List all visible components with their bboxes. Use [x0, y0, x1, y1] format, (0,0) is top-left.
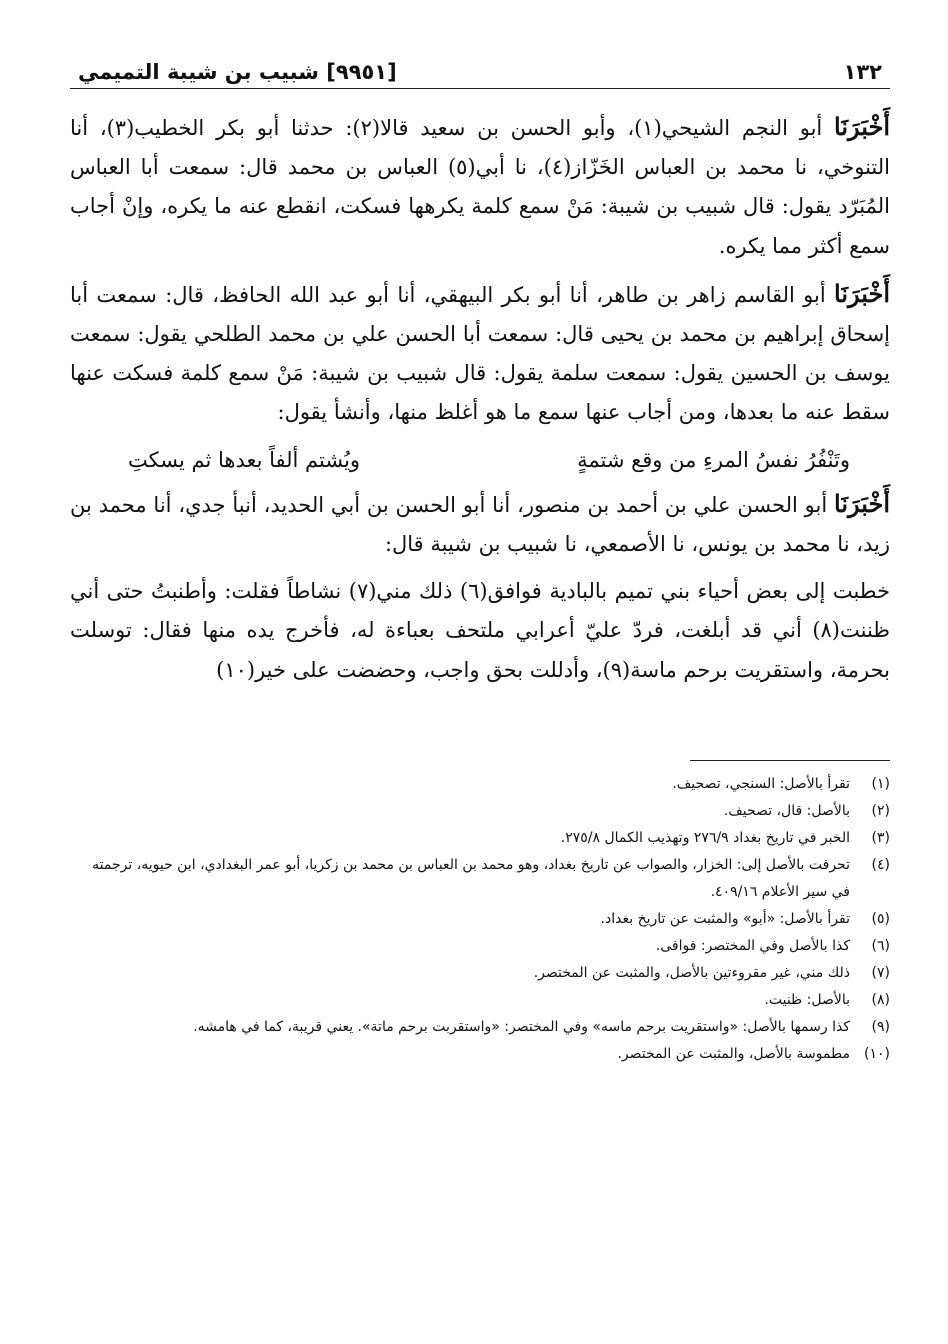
paragraph-text: أبو النجم الشيحي(١)، وأبو الحسن بن سعيد قالا(٢): حدثنا أبو بكر الخطيب(٣)، أنا التنوخي، نا محمد بن العباس الخَزّاز(٤)، نا أبي(٥) العباس بن محمد قال: سمعت أبا العباس المُبَرّد يقول: قال شبيب بن شيبة: مَنْ سمع كلمة يكرهها فسكت، انقطع عنه ما يكره، وإنْ أجاب سمع أكثر مما يكره.	[70, 116, 890, 258]
footnote	[70, 960, 890, 987]
footnote	[70, 933, 890, 960]
footnote	[70, 852, 890, 906]
footnote-separator	[690, 760, 890, 761]
footnote	[70, 798, 890, 825]
paragraph	[70, 107, 890, 266]
paragraph-lead: أَخْبَرَنَا	[834, 278, 890, 308]
footnote-number: (٦)	[871, 937, 890, 954]
footnote	[70, 1014, 890, 1041]
footnote-text: تحرفت بالأصل إلى: الخزار، والصواب عن تاريخ بغداد، وهو محمد بن العباس بن محمد بن زكريا، أبو عمر البغدادي، ابن حيويه، ترجمته في سير الأعلام ٤٠٩/١٦.	[92, 856, 850, 900]
footnote-text: الخبر في تاريخ بغداد ٢٧٦/٩ وتهذيب الكمال ٢٧٥/٨.	[560, 829, 850, 846]
footnote-text: ذلك مني، غير مقروءتين بالأصل، والمثبت عن المختصر.	[533, 964, 850, 981]
paragraph-text: أبو القاسم زاهر بن طاهر، أنا أبو بكر البيهقي، أنا أبو عبد الله الحافظ، قال: سمعت أبا إسحاق إبراهيم بن محمد بن يحيى قال: سمعت أبا الحسن علي بن محمد الطلحي يقول: سمعت يوسف بن الحسين يقول: سمعت سلمة يقول: قال شبيب بن شيبة: مَنْ سمع كلمة فسكت عنها سقط عنه ما بعدها، ومن أجاب عنها سمع ما هو أغلظ منها، وأنشأ يقول:	[70, 282, 890, 425]
footnote-text: تقرأ بالأصل: السنجي، تصحيف.	[672, 775, 850, 792]
footnote-number: (٩)	[871, 1018, 890, 1035]
paragraph-text: أبو الحسن علي بن أحمد بن منصور، أنا أبو الحسن بن أبي الحديد، أنبأ جدي، أنا محمد بن زيد، نا محمد بن يونس، نا الأصمعي، نا شبيب بن شيبة قال:	[70, 492, 890, 557]
footnote-number: (١)	[871, 775, 890, 792]
page-number: ١٣٢	[843, 60, 882, 84]
paragraph	[70, 484, 890, 564]
footnote	[70, 1041, 890, 1068]
footnote-text: مطموسة بالأصل، والمثبت عن المختصر.	[617, 1045, 850, 1062]
paragraph	[70, 572, 890, 690]
footnotes	[70, 771, 890, 1068]
footnote	[70, 906, 890, 933]
footnote-number: (٥)	[871, 910, 890, 927]
footnote-number: (١٠)	[864, 1045, 890, 1062]
header-title: [٩٩٥١] شبيب بن شيبة التميمي	[78, 60, 397, 84]
footnote-number: (٨)	[871, 991, 890, 1008]
footnote-text: كذا رسمها بالأصل: «واستقريت برحم ماسه» وفي المختصر: «واستقربت برحم ماتة». يعني قريبة، كما في هامشه.	[193, 1018, 850, 1035]
poetry-verse	[70, 441, 890, 480]
footnote-number: (٤)	[871, 856, 890, 873]
footnote-number: (٧)	[871, 964, 890, 981]
verse-first-hemistich: وتَنْفُرُ نفسُ المرءِ من وقع شتمةٍ	[577, 447, 850, 472]
footnote-number: (٣)	[871, 829, 890, 846]
verse-second-hemistich: ويُشتم ألفاً بعدها ثم يسكتِ	[128, 447, 361, 472]
footnote-text: تقرأ بالأصل: «أبو» والمثبت عن تاريخ بغداد.	[600, 910, 850, 927]
running-head	[70, 48, 890, 89]
book-page	[70, 48, 890, 1068]
footnote-text: بالأصل: ظنيت.	[764, 991, 850, 1008]
paragraph-lead: أَخْبَرَنَا	[834, 488, 890, 518]
main-text	[70, 107, 890, 690]
paragraph	[70, 274, 890, 433]
paragraph-lead: أَخْبَرَنَا	[834, 112, 890, 141]
footnote-number: (٢)	[871, 802, 890, 819]
footnote	[70, 987, 890, 1014]
footnote-text: كذا بالأصل وفي المختصر: فوافى.	[655, 937, 850, 954]
paragraph-text: خطبت إلى بعض أحياء بني تميم بالبادية فوافق(٦) ذلك مني(٧) نشاطاً فقلت: وأطنبتُ حتى أني ظننت(٨) أني قد أبلغت، فردّ عليّ أعرابي ملتحف بعباءة له، فأخرج يده منها فقال: توسلت بحرمة، واستقريت برحم ماسة(٩)، وأدللت بحق واجب، وحضضت على خير(١٠)	[70, 579, 890, 682]
footnote	[70, 771, 890, 798]
footnote-text: بالأصل: قال، تصحيف.	[723, 802, 850, 819]
footnote	[70, 825, 890, 852]
